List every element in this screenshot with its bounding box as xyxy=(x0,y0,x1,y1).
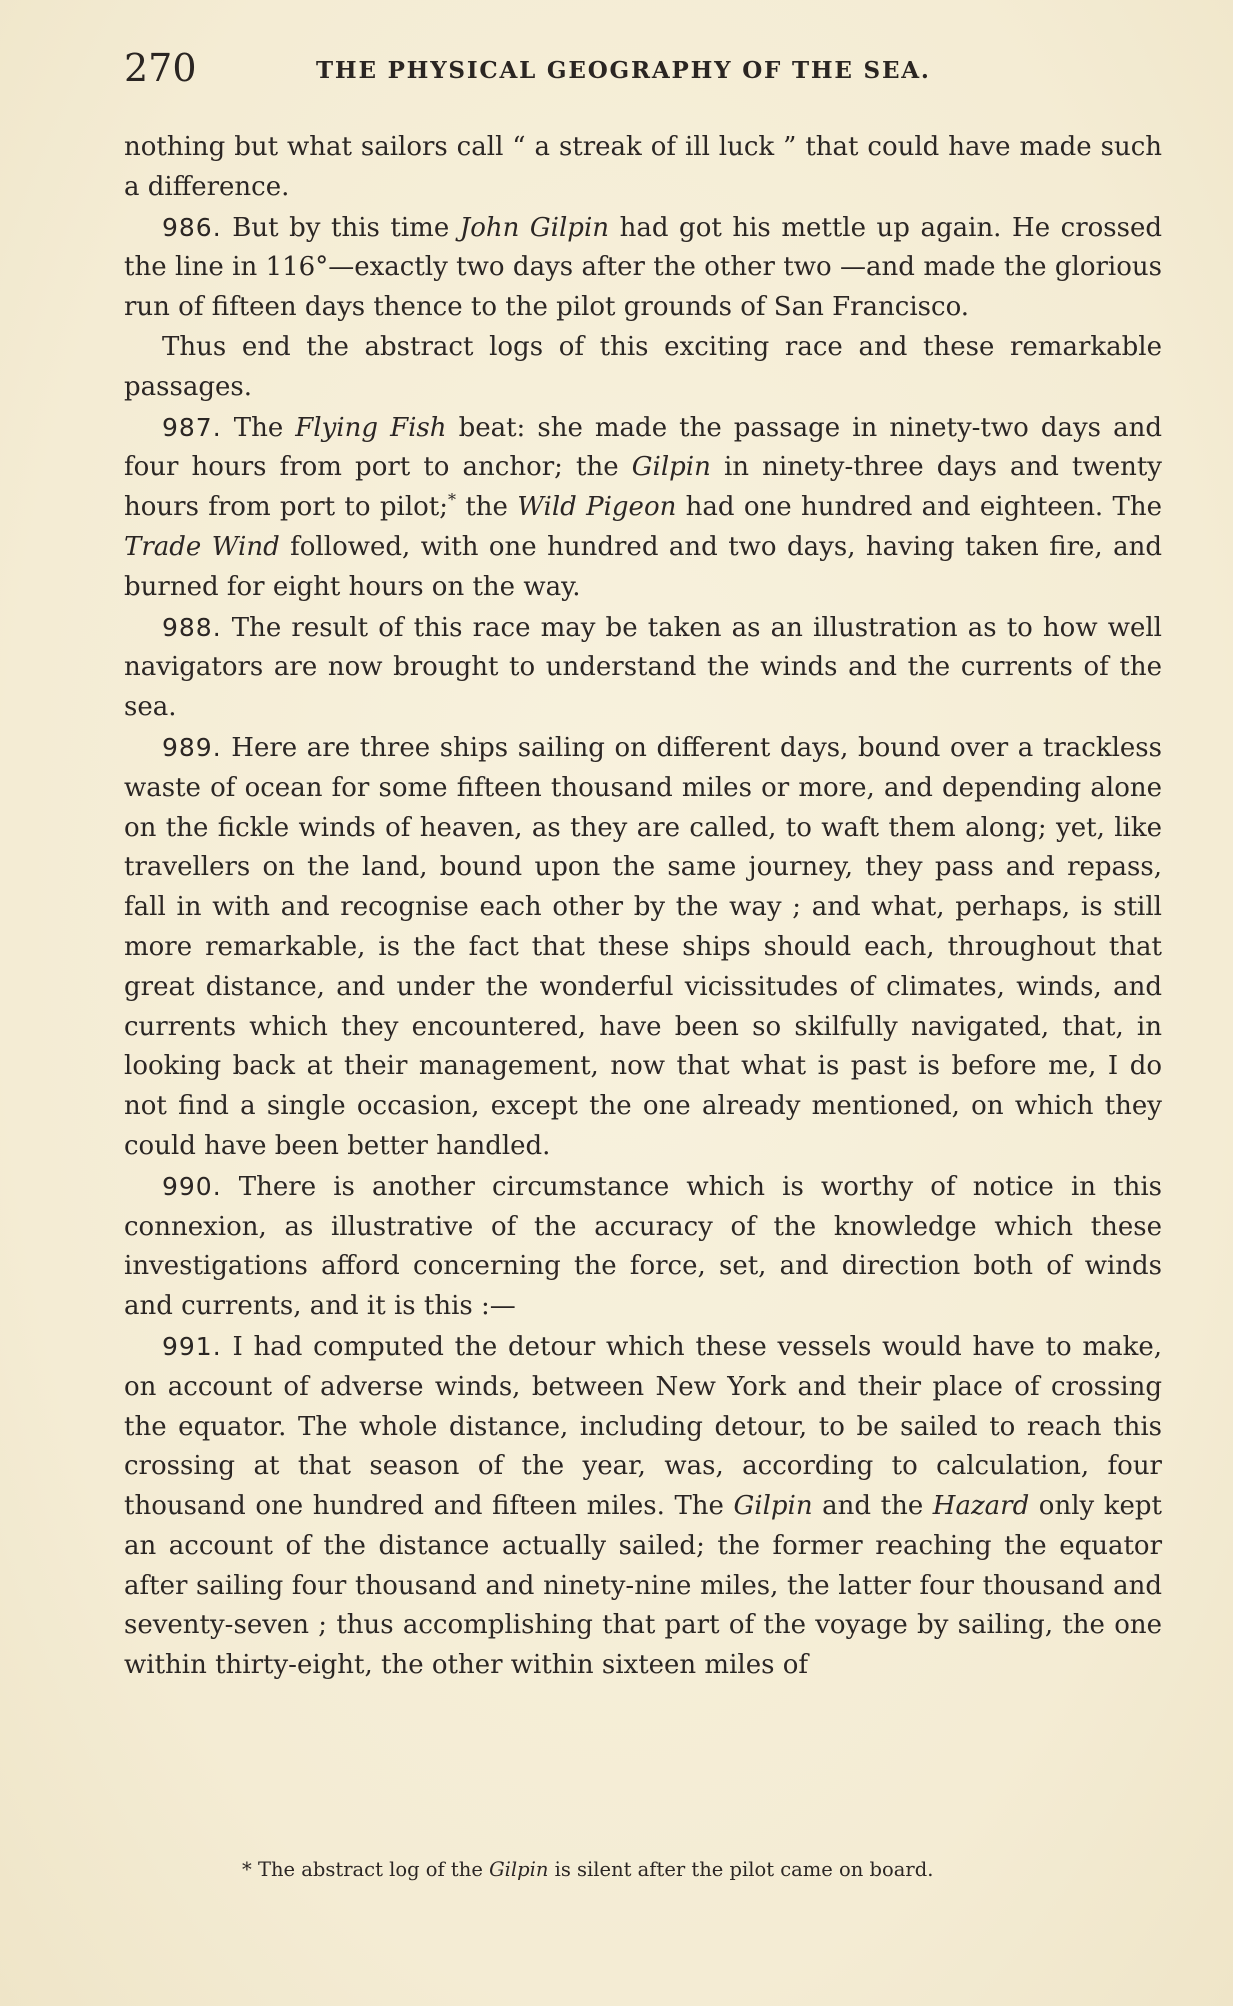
text-run: had got his mettle up again. He crossed the line in 116°—exactly two days after the other two —and made the glorious run of fifteen days thence to the pilot grounds of San Francisco. xyxy=(124,212,1162,323)
page-number: 270 xyxy=(124,46,197,90)
paragraph-continued xyxy=(124,128,1162,208)
paragraph-986 xyxy=(124,208,1162,328)
italic-text: Wild Pigeon xyxy=(517,492,677,523)
footnote-marker: * xyxy=(448,490,456,510)
text-run: I had computed the detour which these vessels would have to make, on account of adverse winds, between New York and their place of crossing the equator. The whole distance, including detour, to be sailed to reach this crossing at that season of the year, was, according to calculation, four thousand one hundred and fifteen miles. The xyxy=(124,1331,1162,1522)
text-run: is silent after the pilot came on board. xyxy=(548,1858,934,1881)
text-run: But by this time xyxy=(221,212,460,243)
text-run: beat: she made the passage in ninety-two days and four hours from port to anchor; the xyxy=(124,412,1162,483)
paragraph-number: 986. xyxy=(162,212,222,242)
footnote xyxy=(242,1855,1142,1885)
running-title: THE PHYSICAL GEOGRAPHY OF THE SEA. xyxy=(316,57,931,84)
text-run: The result of this race may be taken as an illustration as to how well navigators are now brought to understand the winds and the currents of the sea. xyxy=(124,612,1162,723)
paragraph-number: 987. xyxy=(162,412,222,442)
italic-text: Gilpin xyxy=(631,452,711,483)
paragraph-number: 988. xyxy=(162,612,222,642)
paragraph-989 xyxy=(124,728,1162,1167)
text-run: Here are three ships sailing on different days, bound over a trackless waste of ocean for some fifteen thousand miles or more, and depending alone on the fickle winds of heaven, as they are called, to waft them along; yet, like travellers on the land, bound upon the same journey, they pass and repass, fall in with and recognise each other by the way ; and what, perhaps, is still more remarkable, is the fact that these ships should each, throughout that great distance, and under the wonderful vicissitudes of climates, winds, and currents which they encountered, have been so skilfully navigated, that, in looking back at their management, now that what is past is before me, I do not find a single occasion, except the one already mentioned, on which they could have been better handled. xyxy=(124,732,1162,1161)
text-run: only kept an account of the distance actually sailed; the former reaching the equator after sailing four thousand and ninety-nine miles, the latter four thousand and seventy-seven ; thus accomplishing that part of the voyage by sailing, the one within thirty-eight, the other within sixteen miles of xyxy=(124,1491,1163,1681)
italic-text: John Gilpin xyxy=(459,212,610,243)
italic-text: Gilpin xyxy=(733,1491,813,1522)
body-text xyxy=(124,128,1162,1686)
italic-text: Trade Wind xyxy=(124,531,280,562)
paragraph-number: 989. xyxy=(162,732,222,762)
paragraph-987 xyxy=(124,408,1162,608)
text-run: followed, with one hundred and two days, having taken fire, and burned for eight hours on the way. xyxy=(124,531,1162,602)
text-run: Thus end the abstract logs of this exciting race and these remarkable passages. xyxy=(124,331,1162,402)
paragraph-number: 991. xyxy=(162,1331,222,1361)
text-run: had one hundred and eighteen. The xyxy=(676,492,1162,523)
text-run: * The abstract log of the xyxy=(242,1858,490,1881)
italic-text: Gilpin xyxy=(489,1858,549,1881)
paragraph-991 xyxy=(124,1327,1162,1686)
text-run: and the xyxy=(812,1491,933,1522)
italic-text: Hazard xyxy=(932,1491,1030,1522)
paragraph-988 xyxy=(124,608,1162,728)
text-run: There is another circumstance which is worthy of notice in this connexion, as illustrative of the accuracy of the knowledge which these investigations afford concerning the force, set, and direction both of winds and currents, and it is this :— xyxy=(124,1171,1162,1322)
paragraph-thus-end xyxy=(124,328,1162,408)
italic-text: Flying Fish xyxy=(295,412,447,443)
text-run: the xyxy=(456,492,518,523)
text-run: nothing but what sailors call “ a streak of ill luck ” that could have made such a difference. xyxy=(124,132,1162,202)
paragraph-number: 990. xyxy=(162,1171,222,1201)
paragraph-990 xyxy=(124,1167,1162,1327)
page-header xyxy=(124,44,1164,94)
text-run: in ninety-three days and twenty hours from port to pilot; xyxy=(124,452,1162,523)
text-run: The xyxy=(221,412,296,443)
